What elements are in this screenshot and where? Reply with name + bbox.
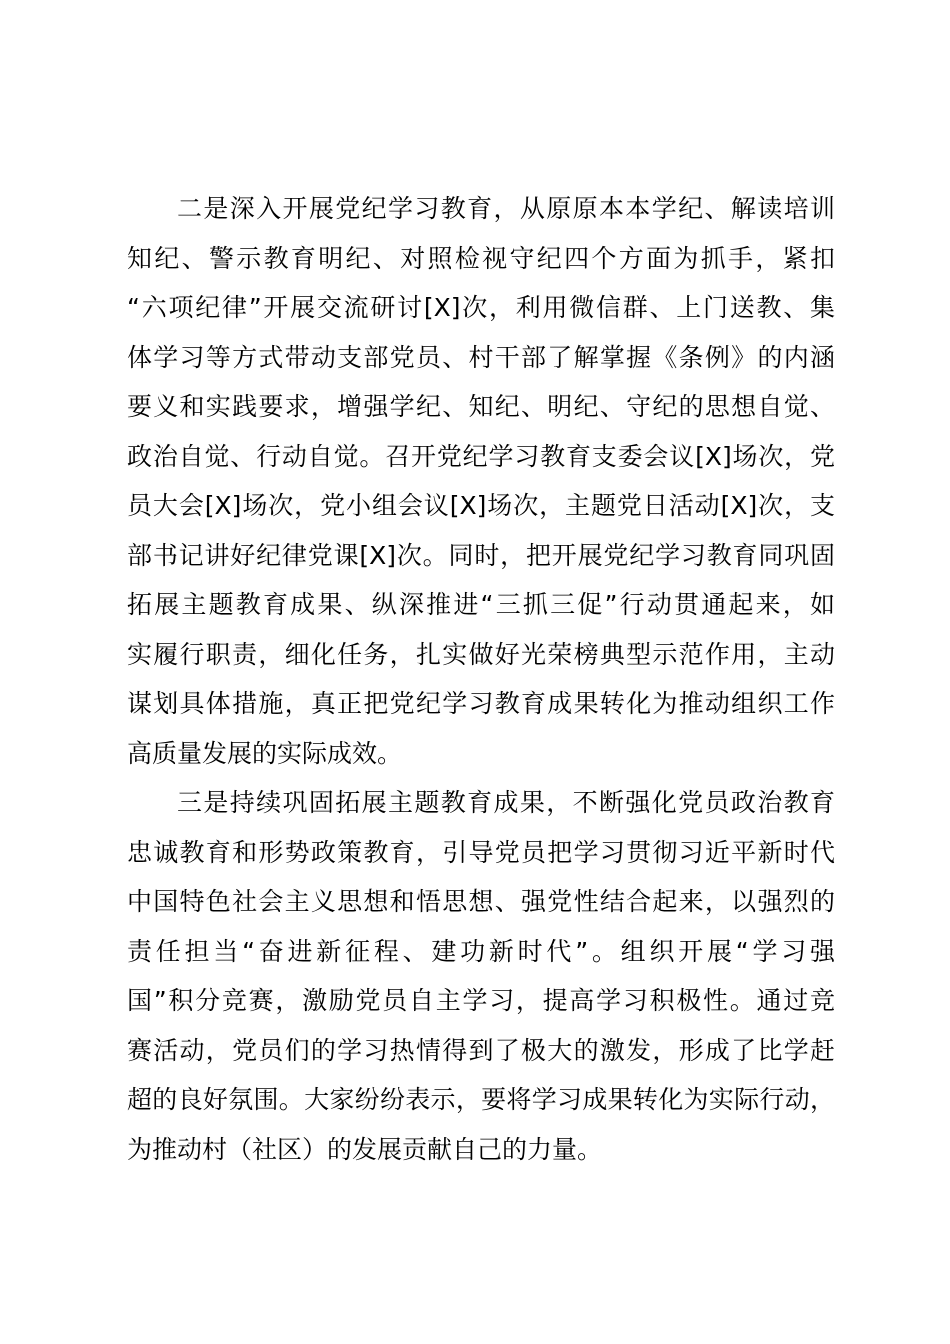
paragraph-line: 实履行职责，细化任务，扎实做好光荣榜典型示范作用，主动: [127, 639, 835, 669]
paragraph-line: 知纪、警示教育明纪、对照检视守纪四个方面为抓手，紧扣: [127, 243, 835, 273]
paragraph-line: 国”积分竞赛，激励党员自主学习，提高学习积极性。通过竞: [127, 986, 835, 1015]
paragraph-line: 谋划具体措施，真正把党纪学习教育成果转化为推动组织工作: [127, 689, 835, 718]
paragraph-line: 员大会[X]场次，党小组会议[X]场次，主题党日活动[X]次，支: [127, 491, 835, 520]
paragraph-line: 中国特色社会主义思想和悟思想、强党性结合起来，以强烈的: [127, 887, 835, 916]
paragraph-line: 三是持续巩固拓展主题教育成果，不断强化党员政治教育: [177, 788, 835, 817]
paragraph-line: 为推动村（社区）的发展贡献自己的力量。: [127, 1134, 603, 1164]
paragraph-party-discipline-education: [127, 184, 835, 778]
paragraph-line: 责任担当“奋进新征程、建功新时代”。组织开展“学习强: [127, 936, 835, 966]
paragraph-line: 赛活动，党员们的学习热情得到了极大的激发，形成了比学赶: [127, 1035, 835, 1065]
paragraph-line: 部书记讲好纪律党课[X]次。同时，把开展党纪学习教育同巩固: [127, 540, 835, 570]
paragraph-line: 政治自觉、行动自觉。召开党纪学习教育支委会议[X]场次，党: [127, 441, 835, 471]
paragraph-line: 超的良好氛围。大家纷纷表示，要将学习成果转化为实际行动，: [127, 1085, 835, 1114]
paragraph-line: 忠诚教育和形势政策教育，引导党员把学习贯彻习近平新时代: [127, 837, 835, 867]
paragraph-line: 高质量发展的实际成效。: [127, 738, 403, 768]
document-body: [127, 184, 835, 1174]
paragraph-line: 二是深入开展党纪学习教育，从原原本本学纪、解读培训: [177, 194, 835, 223]
paragraph-line: 要义和实践要求，增强学纪、知纪、明纪、守纪的思想自觉、: [127, 392, 835, 421]
paragraph-theme-education-results: [127, 778, 835, 1174]
paragraph-line: “六项纪律”开展交流研讨[X]次，利用微信群、上门送教、集: [127, 293, 835, 322]
paragraph-line: 拓展主题教育成果、纵深推进“三抓三促”行动贯通起来，如: [127, 590, 835, 619]
paragraph-line: 体学习等方式带动支部党员、村干部了解掌握《条例》的内涵: [127, 342, 835, 372]
